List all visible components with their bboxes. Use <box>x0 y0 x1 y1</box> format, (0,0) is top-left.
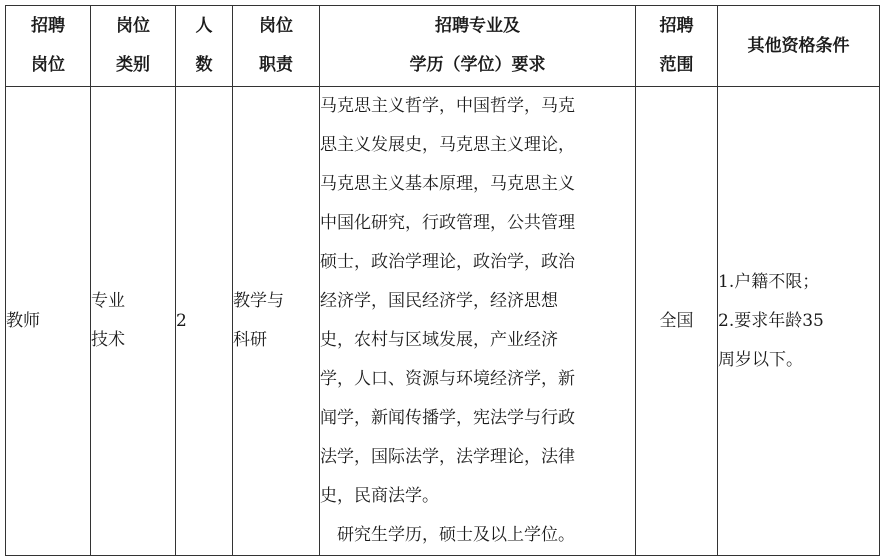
education-requirement: 研究生学历，硕士及以上学位。 <box>337 525 575 545</box>
header-scope-line-1: 招聘 <box>659 16 694 36</box>
major-line-1: 马克思主义哲学，中国哲学，马克 <box>320 96 575 116</box>
cell-other <box>718 87 880 556</box>
cell-category <box>91 87 176 556</box>
other-line-3: 周岁以下。 <box>718 349 803 370</box>
major-line-7: 史，农村与区域发展，产业经济 <box>320 330 558 350</box>
duty-line-2: 科研 <box>233 330 267 350</box>
header-post-line-2: 岗位 <box>31 55 65 75</box>
header-category <box>91 6 176 87</box>
category-line-2: 技术 <box>91 330 125 350</box>
header-count-line-2: 数 <box>195 55 213 75</box>
major-line-4: 中国化研究，行政管理，公共管理 <box>320 213 575 233</box>
header-duty <box>233 6 320 87</box>
other-line-2: 2.要求年龄35 <box>718 310 824 331</box>
header-major <box>320 6 636 87</box>
cell-scope: 全国 <box>636 87 718 556</box>
major-line-10: 法学，国际法学，法学理论，法律 <box>320 447 575 467</box>
recruitment-table <box>5 5 880 556</box>
major-line-9: 闻学，新闻传播学，宪法学与行政 <box>320 408 575 428</box>
header-post <box>6 6 91 87</box>
header-duty-line-2: 职责 <box>259 55 293 75</box>
header-category-line-1: 岗位 <box>116 16 150 36</box>
header-category-line-2: 类别 <box>116 55 150 75</box>
major-line-3: 马克思主义基本原理，马克思主义 <box>320 174 575 194</box>
major-line-6: 经济学，国民经济学，经济思想 <box>320 291 558 311</box>
cell-count: 2 <box>176 87 233 556</box>
cell-post: 教师 <box>6 87 91 556</box>
category-line-1: 专业 <box>91 291 125 311</box>
header-other <box>718 6 880 87</box>
other-line-1: 1.户籍不限； <box>718 271 820 292</box>
header-scope <box>636 6 718 87</box>
cell-major <box>320 87 636 556</box>
table-row <box>6 87 880 556</box>
cell-duty <box>233 87 320 556</box>
header-major-line-1: 招聘专业及 <box>435 16 520 36</box>
header-scope-line-2: 范围 <box>659 55 694 75</box>
major-line-2: 思主义发展史，马克思主义理论， <box>320 135 575 155</box>
header-major-line-2: 学历（学位）要求 <box>409 55 546 75</box>
header-count-line-1: 人 <box>195 16 213 36</box>
major-line-5: 硕士，政治学理论，政治学，政治 <box>320 252 575 272</box>
header-duty-line-1: 岗位 <box>259 16 293 36</box>
header-count <box>176 6 233 87</box>
header-other-line-1: 其他资格条件 <box>747 35 850 56</box>
major-line-11: 史，民商法学。 <box>320 486 439 506</box>
major-line-8: 学，人口、资源与环境经济学，新 <box>320 369 575 389</box>
header-row <box>6 6 880 87</box>
duty-line-1: 教学与 <box>233 291 284 311</box>
header-post-line-1: 招聘 <box>31 16 65 36</box>
